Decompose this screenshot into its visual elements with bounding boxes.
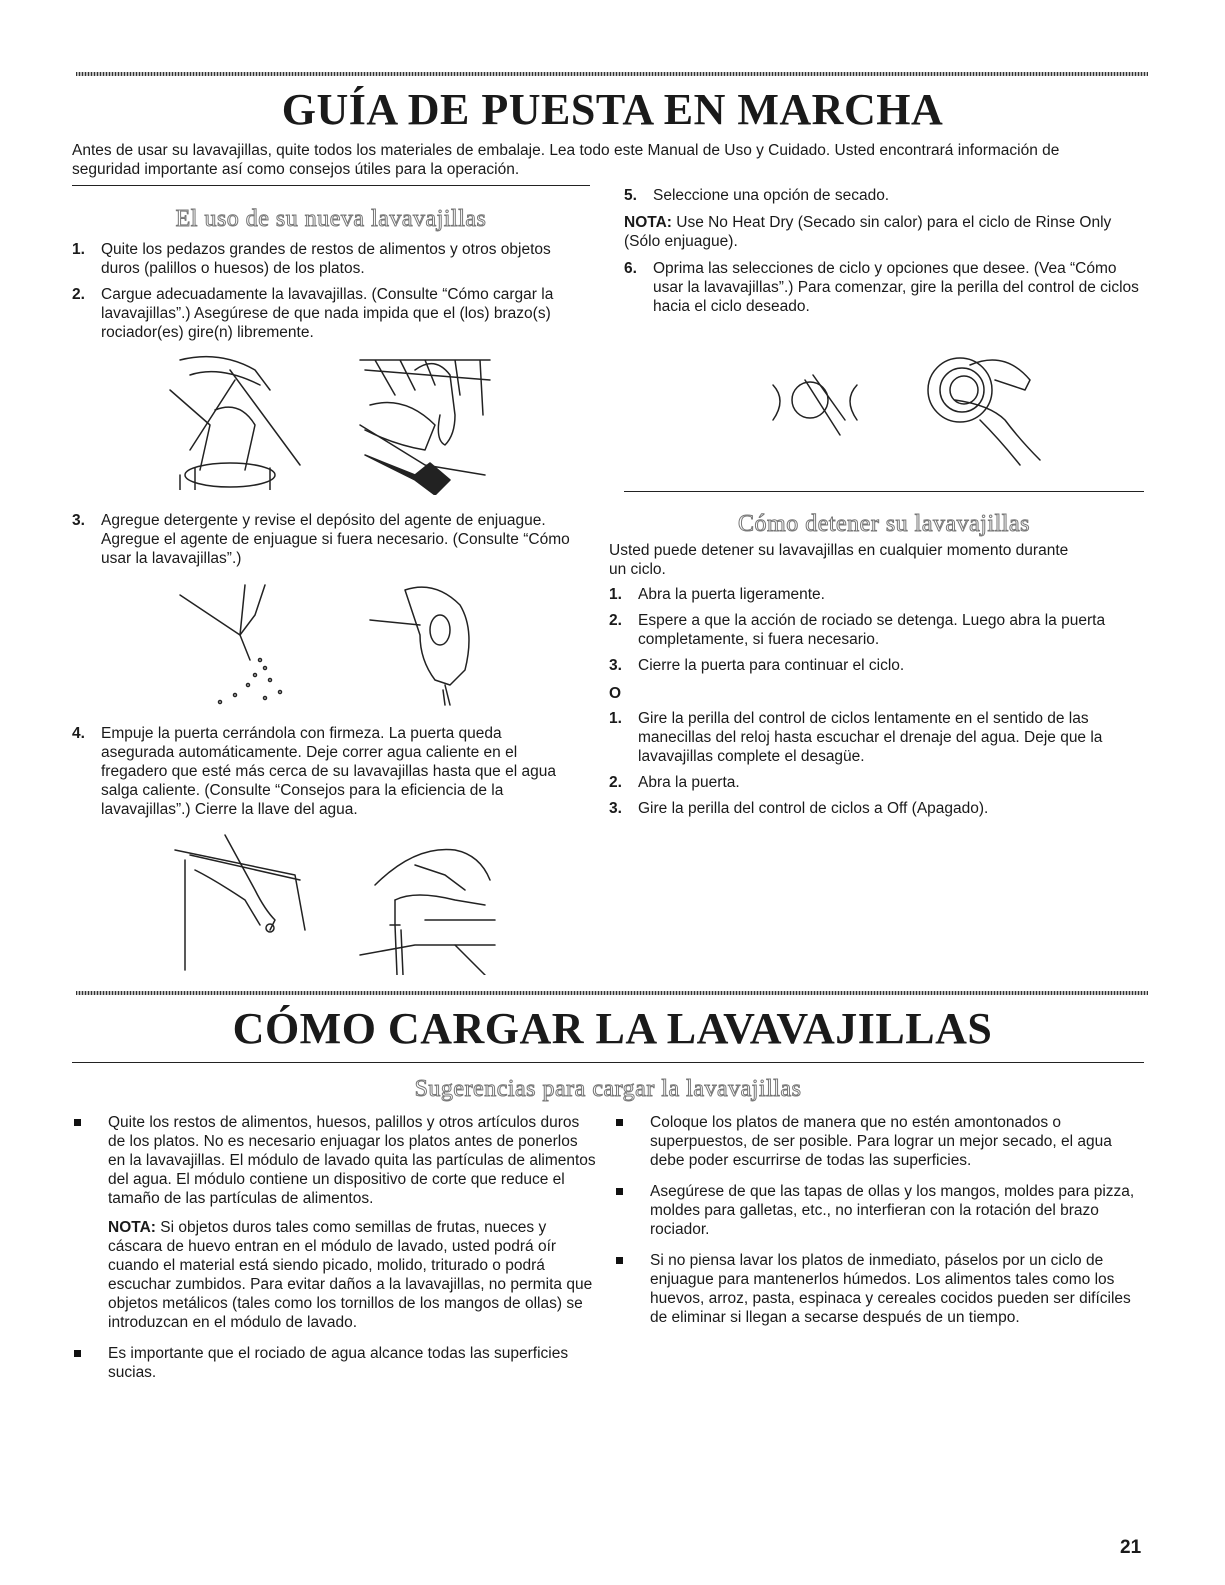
detener-steps-a	[609, 585, 1144, 682]
detener-step-a1: 1. Abra la puerta ligeramente.	[609, 586, 825, 603]
cargar-right-item-2: Asegúrese de que las tapas de ollas y los mangos, moldes para pizza, moldes para galletas, etc., no interfieran con la rotación del brazo rociador.	[614, 1182, 1149, 1239]
detergent-pour-illustration	[170, 580, 310, 710]
cargar-left-item-1: Quite los restos de alimentos, huesos, palillos y otros artículos duros de los platos. No es necesario enjuagar los platos antes de ponerlos en la lavavajillas. El módulo de lavado quita las partículas de alimentos del agua. El módulo contiene un dispositivo de corte que reduce el tamaño de las partículas de alimentos. NOTA: Si objetos duros tales como semillas de frutas, nueces y cáscara de huevo entran en el módulo de lavado, usted podrá oír cuando el material está siendo picado, molido, triturado o podrá escuchar zumbidos. Para evitar daños a la lavavajillas, no permita que objetos metálicos (tales como los tornillos de los mangos de ollas) se introduzcan en el módulo de lavado.	[72, 1113, 597, 1332]
uso-step-3: 3. Agregue detergente y revise el depósito del agente de enjuague. Agregue el agente de enjuague si fuera necesario. (Consulte “Cómo usar la lavavajillas”.)	[72, 512, 570, 567]
cargar-left-item-2: Es importante que el rociado de agua alcance todas las superficies sucias.	[72, 1344, 597, 1382]
uso-step-6-list	[624, 259, 1144, 323]
detener-step-a3: 3. Cierre la puerta para continuar el ciclo.	[609, 657, 905, 674]
uso-step-2: 2. Cargue adecuadamente la lavavajillas. (Consulte “Cómo cargar la lavavajillas”.) Asegúrese de que nada impida que el (los) brazo(s) rociador(es) gire(n) libremente.	[72, 286, 554, 341]
uso-steps-1-2	[72, 240, 572, 349]
cargar-right-item-1: Coloque los platos de manera que no estén amontonados o superpuestos, de ser posible. Para lograr un mejor secado, el agua debe poder escurrirse de todas las superficies.	[614, 1113, 1149, 1170]
guia-title: GUÍA DE PUESTA EN MARCHA	[281, 85, 944, 134]
uso-step-6: 6. Oprima las selecciones de ciclo y opciones que desee. (Vea “Cómo usar la lavavajillas”.) Para comenzar, gire la perilla del control de ciclos hacia el ciclo deseado.	[624, 260, 1139, 315]
top-decorative-stripe	[76, 72, 1148, 76]
uso-step-3-list	[72, 511, 572, 575]
cargar-title: CÓMO CARGAR LA LAVAVAJILLAS	[232, 1004, 993, 1053]
detener-heading: Cómo detener su lavavajillas	[738, 511, 1030, 537]
guia-intro: Antes de usar su lavavajillas, quite todos los materiales de embalaje. Lea todo este Manual de Uso y Cuidado. Usted encontrará información de seguridad importante así como consejos útiles para la operación.	[72, 142, 1060, 178]
cargar-right-item-3: Si no piensa lavar los platos de inmediato, páselos por un ciclo de enjuague para mantenerlos húmedos. Los alimentos tales como los huevos, arroz, pasta, espinaca y cereales cocidos pueden ser difíciles de eliminar si llegan a secarse después de un tiempo.	[614, 1251, 1149, 1327]
uso-step-4-list	[72, 724, 572, 826]
close-door-illustration	[165, 830, 315, 975]
detener-step-b3: 3. Gire la perilla del control de ciclos a Off (Apagado).	[609, 800, 989, 817]
knob-turn-illustration	[910, 345, 1050, 475]
detener-step-b2: 2. Abra la puerta.	[609, 774, 740, 791]
uso-step-5-list	[624, 186, 1144, 207]
detener-or-label: O	[609, 685, 622, 702]
cargar-heading: Sugerencias para cargar la lavavajillas	[414, 1076, 802, 1102]
mid-decorative-stripe	[76, 991, 1148, 995]
uso-step-4: 4. Empuje la puerta cerrándola con firmeza. La puerta queda asegurada automáticamente. Deje correr agua caliente en el fregadero que esté más cerca de su lavavajillas hasta que el agua salga caliente. (Consulte “Consejos para la eficiencia de la lavavajillas”.) Cierre la llave del agua.	[72, 725, 556, 818]
faucet-illustration	[355, 835, 500, 975]
cycle-knob-illustration	[765, 360, 865, 450]
uso-heading: El uso de su nueva lavavajillas	[175, 206, 487, 232]
load-rack-illustration	[355, 355, 495, 495]
uso-step-5: 5. Seleccione una opción de secado.	[624, 187, 890, 204]
cargar-left-list	[72, 1113, 597, 1394]
cargar-title-rule	[72, 1062, 1144, 1063]
uso-step-1: 1. Quite los pedazos grandes de restos de alimentos y otros objetos duros (palillos o huesos) de los platos.	[72, 241, 551, 277]
scrape-plate-illustration	[160, 350, 310, 490]
detener-heading-rule	[624, 491, 1144, 492]
cargar-nota: NOTA: Si objetos duros tales como semillas de frutas, nueces y cáscara de huevo entran en el módulo de lavado, usted podrá oír cuando el material está siendo picado, molido, triturado o podrá escuchar zumbidos. Para evitar daños a la lavavajillas, no permita que objetos metálicos (tales como los tornillos de los mangos de ollas) se introduzcan en el módulo de lavado.	[108, 1219, 593, 1331]
detener-step-b1: 1. Gire la perilla del control de ciclos lentamente en el sentido de las manecillas del reloj hasta escuchar el drenaje del agua. Deje que la lavavajillas complete el desagüe.	[609, 710, 1103, 765]
page-number: 21	[1120, 1537, 1142, 1558]
cargar-right-list	[614, 1113, 1149, 1339]
uso-heading-rule	[72, 185, 590, 186]
uso-nota: NOTA: Use No Heat Dry (Secado sin calor) para el ciclo de Rinse Only (Sólo enjuague).	[624, 214, 1112, 250]
detener-intro: Usted puede detener su lavavajillas en cualquier momento durante un ciclo.	[609, 542, 1069, 578]
detener-step-a2: 2. Espere a que la acción de rociado se detenga. Luego abra la puerta completamente, si fuera necesario.	[609, 612, 1106, 648]
detener-steps-b	[609, 709, 1144, 825]
rinse-aid-illustration	[365, 580, 485, 710]
